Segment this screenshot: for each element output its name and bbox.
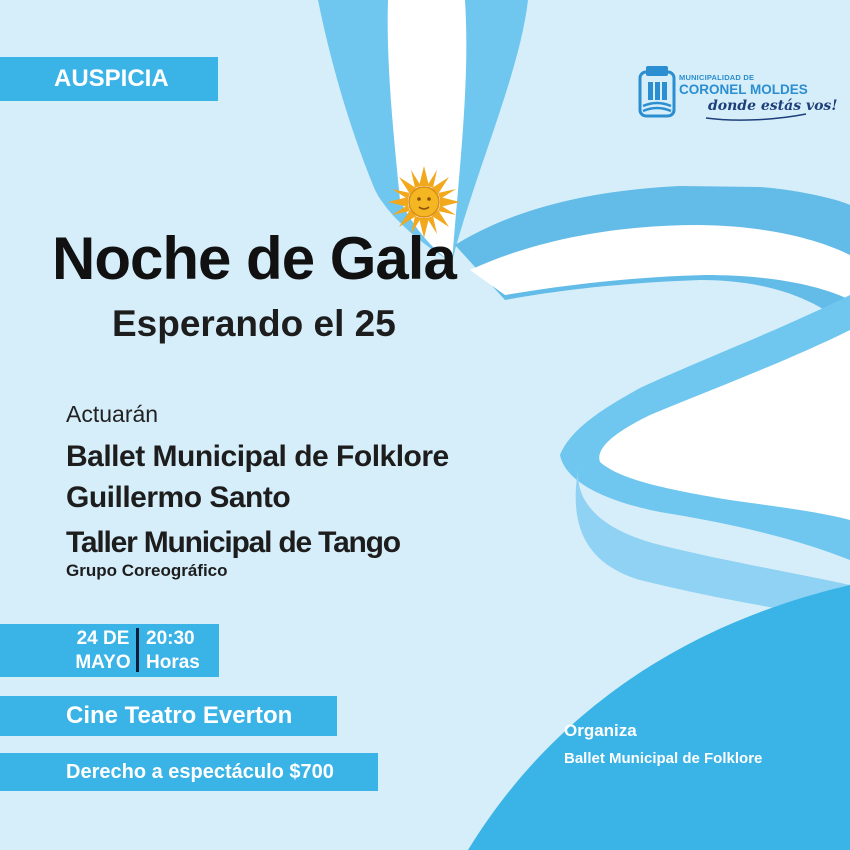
date-month: MAYO — [75, 652, 131, 673]
performer-name: Guillermo Santo — [66, 481, 291, 514]
time-value: 20:30 — [146, 628, 195, 649]
logo-line1: MUNICIPALIDAD DE — [679, 73, 755, 82]
performer-name: Taller Municipal de Tango — [66, 526, 400, 559]
date-day: 24 DE — [76, 628, 130, 649]
performers-label: Actuarán — [66, 401, 159, 427]
event-title: Noche de Gala — [52, 225, 456, 292]
date-time-badge — [0, 624, 219, 677]
corner-shape — [468, 585, 850, 850]
logo-tagline: donde estás vos! — [708, 98, 838, 114]
organizer-name: Ballet Municipal de Folklore — [564, 750, 763, 767]
logo-line2: CORONEL MOLDES — [679, 82, 808, 97]
event-subtitle: Esperando el 25 — [112, 303, 396, 344]
time-unit: Horas — [146, 652, 200, 673]
performer-name: Ballet Municipal de Folklore — [66, 440, 449, 473]
auspicia-badge: AUSPICIA — [0, 57, 218, 101]
venue-badge: Cine Teatro Everton — [0, 696, 337, 736]
organizer-label: Organiza — [564, 721, 637, 740]
price-badge: Derecho a espectáculo $700 — [0, 753, 378, 791]
performer-subtitle: Grupo Coreográfico — [66, 561, 228, 580]
date-time-divider — [136, 628, 139, 672]
